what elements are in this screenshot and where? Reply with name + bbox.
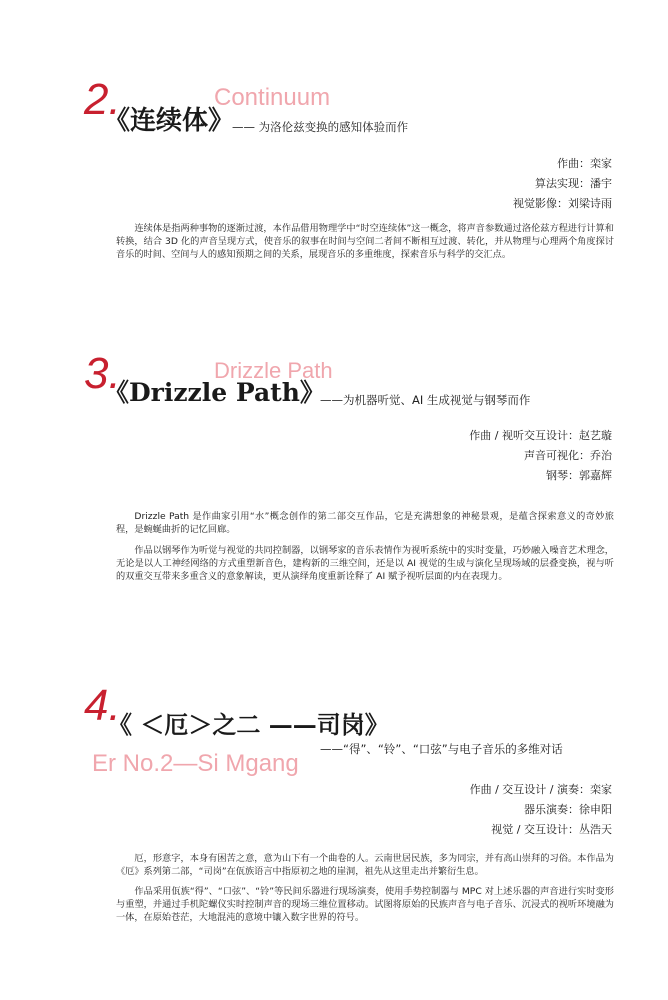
credits <box>470 780 612 840</box>
paragraph: 作品以钢琴作为听觉与视觉的共同控制器，以钢琴家的音乐表情作为视听系统中的实时变量，巧妙融入噪音艺术理念，无论是以人工神经网络的方式重塑新音色，建构新的三维空间，还是以 AI 视觉的生成与演化呈现场域的层叠变换，视与听的双重交互带来多重含义的意象解读，更从演绎角度重新诠释了 AI 赋予视听层面的内在表现力。 <box>116 545 614 582</box>
section-title: 《 ＜厄＞之二 ——司岗》 <box>108 710 389 739</box>
section-subtitle: —— 为洛伦兹变换的感知体验而作 <box>232 120 409 134</box>
credit-line: 视觉 / 交互设计：丛浩天 <box>491 823 612 836</box>
paragraph: 作品采用佤族“得”、“口弦”、“铃”等民间乐器进行现场演奏，使用手势控制器与 MPC 对上述乐器的声音进行实时变形与重塑，并通过手机陀螺仪实时控制声音的现场三维位置移动。试图将原始的民族声音与电子音乐、沉浸式的视听环境融为一体，在原始苍茫，大地混沌的意境中镶入数字世界的符号。 <box>116 886 614 923</box>
credit-line: 作曲：栾家 <box>557 157 612 170</box>
section-title: 《Drizzle Path》 <box>104 378 325 407</box>
section-english-title: Er No.2—Si Mgang <box>92 750 299 777</box>
credits <box>469 426 612 486</box>
section-english-title: Continuum <box>214 84 331 111</box>
credit-line: 算法实现：潘宇 <box>535 177 612 190</box>
section-number: 2. <box>84 75 121 124</box>
credit-line: 器乐演奏：徐申阳 <box>524 803 612 816</box>
section-english-title: Drizzle Path <box>214 358 333 383</box>
credit-line: 钢琴：郭嘉辉 <box>546 469 612 482</box>
paragraph: Drizzle Path 是作曲家引用“水”概念创作的第二部交互作品，它是充满想象的神秘景观，是蕴含探索意义的奇妙旅程，是蜿蜒曲折的记忆回廊。 <box>116 511 614 535</box>
section-number: 3. <box>84 349 121 398</box>
section-number: 4. <box>84 681 121 730</box>
section-subtitle: ——“得”、“铃”、“口弦”与电子音乐的多维对话 <box>320 742 563 756</box>
section-title: 《连续体》 <box>104 106 235 136</box>
paragraph: 厄，形意字，本身有困苦之意，意为山下有一个曲卷的人。云南世居民族，多为同宗，并有高山崇拜的习俗。本作品为《厄》系列第二部，“司岗”在佤族语言中指原初之地的崖洞，祖先从这里走出并繁衍生息。 <box>116 853 614 877</box>
paragraph: 连续体是指两种事物的逐渐过渡，本作品借用物理学中“时空连续体”这一概念，将声音参数通过洛伦兹方程进行计算和转换，结合 3D 化的声音呈现方式，使音乐的叙事在时间与空间二者间不断相互过渡、转化，并从物理与心理两个角度探讨音乐的时间、空间与人的感知预期之间的关系，展现音乐的多重维度，探索音乐与科学的交汇点。 <box>116 223 614 260</box>
section-subtitle: ——为机器听觉、AI 生成视觉与钢琴而作 <box>320 393 531 407</box>
credit-line: 作曲 / 视听交互设计：赵艺璇 <box>469 429 612 442</box>
credit-line: 声音可视化：乔治 <box>524 449 612 462</box>
credits <box>513 154 612 214</box>
credit-line: 视觉影像：刘梁诗雨 <box>513 197 612 210</box>
credit-line: 作曲 / 交互设计 / 演奏：栾家 <box>469 783 612 796</box>
